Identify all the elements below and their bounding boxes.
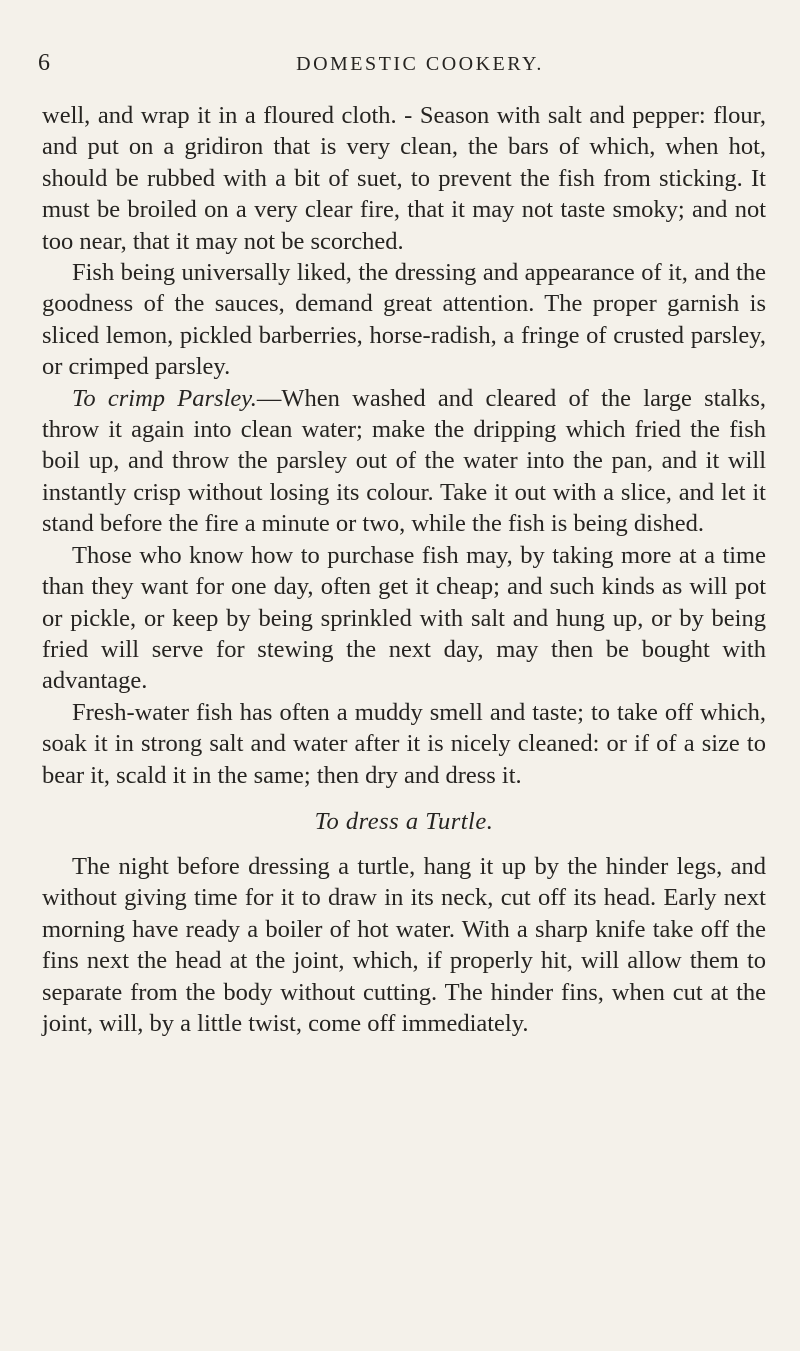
- paragraph-purchasing-fish: Those who know how to purchase fish may, by taking more at a time than they want for one day, often get it cheap; and such kinds as will pot or pickle, or keep by being sprinkled with salt and hung up, or by being fried will serve for stewing the next day, may then be bought with advantage.: [42, 541, 766, 695]
- paragraph-fresh-water-fish: Fresh-water fish has often a muddy smell and taste; to take off which, soak it in strong salt and water after it is nicely cleaned: or if of a size to bear it, scald it in the same; then dry and dress it.: [42, 698, 766, 789]
- paragraph-crimp-parsley-text: —When washed and cleared of the large stalks, throw it again into clean water; make the dripping which fried the fish boil up, and throw the parsley out of the water into the pan, and it will instantly crisp without losing its colour. Take it out with a slice, and let it stand before the fire a minute or two, while the fish is being dished.: [42, 384, 766, 538]
- running-title: DOMESTIC COOKERY.: [296, 53, 544, 75]
- paragraph-dress-turtle: The night before dressing a turtle, hang it up by the hinder legs, and without giving time for it to draw in its neck, cut off its head. Early next morning have ready a boiler of hot water. With a sharp knife take off the fins next the head at the joint, which, if properly hit, will allow them to separate from the body without cutting. The hinder fins, when cut at the joint, will, by a little twist, come off immediately.: [42, 852, 766, 1037]
- paragraph-crimp-parsley: [42, 383, 766, 540]
- page-header: [0, 48, 800, 88]
- run-in-heading-crimp-parsley: To crimp Parsley.: [72, 384, 257, 412]
- page-number: 6: [38, 50, 51, 76]
- paragraph-broiling-fish: well, and wrap it in a floured cloth. - Season with salt and pepper: flour, and put on a gridiron that is very clean, the bars of which, when hot, should be rubbed with a bit of suet, to prevent the fish from sticking. It must be broiled on a very clear fire, that it may not taste smoky; and not too near, that it may not be scorched.: [42, 102, 766, 255]
- section-title-turtle: To dress a Turtle.: [314, 807, 494, 835]
- paragraph-fish-garnish: Fish being universally liked, the dressing and appearance of it, and the goodness of the sauces, demand great attention. The proper garnish is sliced lemon, pickled barberries, horse-radish, a fringe of crusted parsley, or crimped parsley.: [42, 259, 766, 381]
- body-text: [42, 100, 766, 1039]
